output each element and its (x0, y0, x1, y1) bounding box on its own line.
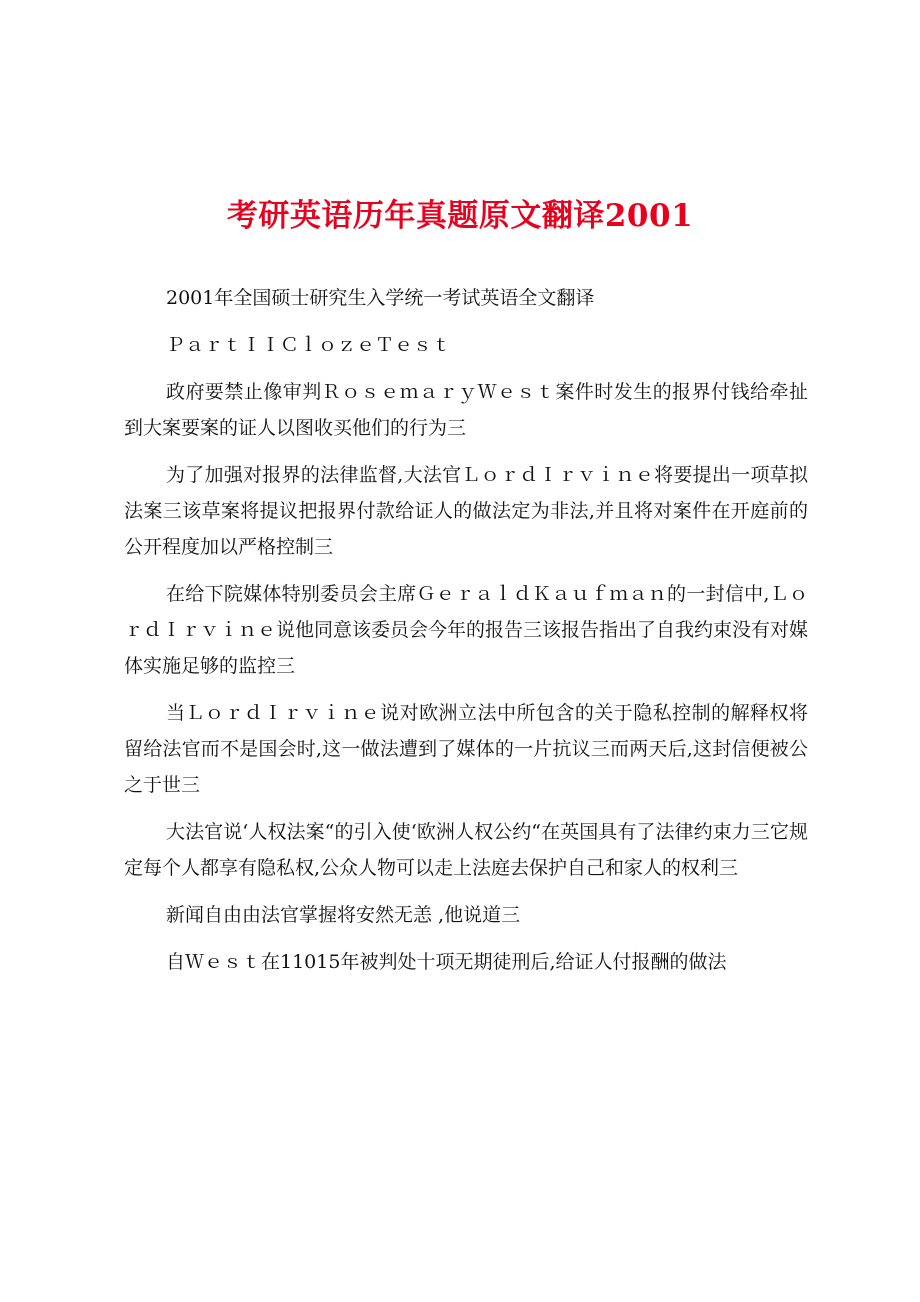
paragraph-truncated: 自Ｗｅｓｔ在11015年被判处十项无期徒刑后,给证人付报酬的做法 (166, 951, 727, 973)
paragraph: 在给下院媒体特别委员会主席ＧｅｒａｌｄＫａｕｆｍａｎ的一封信中,ＬｏｒｄＩｒｖｉｎｅ说他同意该委员会今年的报告三该报告指出了自我约束没有对媒体实施足够的监控三 (124, 583, 809, 677)
paragraph-heading-line: 2001年全国硕士研究生入学统一考试英语全文翻译 (166, 287, 595, 309)
document-title: 考研英语历年真题原文翻译2001 (226, 198, 694, 234)
document-body (124, 280, 808, 980)
paragraph-section-title: ＰａｒｔＩＩＣｌｏｚｅＴｅｓｔ (166, 334, 452, 356)
paragraph: 新闻自由由法官掌握将安然无恙 ,他说道三 (166, 904, 521, 926)
paragraph: 为了加强对报界的法律监督,大法官ＬｏｒｄＩｒｖｉｎｅ将要提出一项草拟法案三该草案将提议把报界付款给证人的做法定为非法,并且将对案件在开庭前的公开程度加以严格控制三 (124, 464, 808, 558)
paragraph: 当ＬｏｒｄＩｒｖｉｎｅ说对欧洲立法中所包含的关于隐私控制的解释权将留给法官而不是国会时,这一做法遭到了媒体的一片抗议三而两天后,这封信便被公之于世三 (124, 702, 808, 796)
paragraph: 政府要禁止像审判ＲｏｓｅｍａｒｙＷｅｓｔ案件时发生的报界付钱给牵扯到大案要案的证人以图收买他们的行为三 (124, 381, 808, 439)
paragraph: 大法官说‘人权法案“的引入使‘欧洲人权公约“在英国具有了法律约束力三它规定每个人都享有隐私权,公众人物可以走上法庭去保护自己和家人的权利三 (124, 821, 808, 879)
